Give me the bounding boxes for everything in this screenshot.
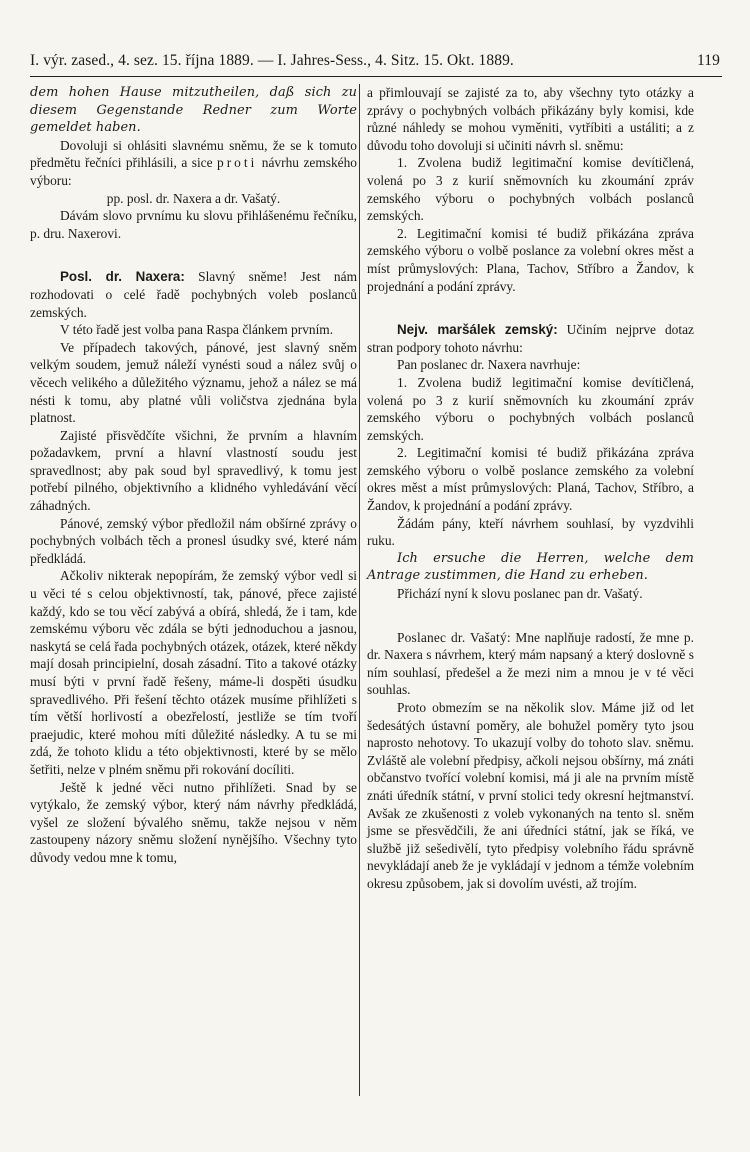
- paragraph-text: Slavný sněme! Jest nám rozhodovati o celé řadě pochybných voleb poslanců zemských.: [30, 269, 357, 320]
- right-column: [367, 84, 694, 893]
- list-item: 1. Zvolena budiž legitimační komise devítičlená, volená po 3 z kurií sněmovních ku zkoumání zpráv zemského výboru o pochybných volbách poslanců zemských.: [367, 155, 694, 224]
- paragraph: dem hohen Hause mitzutheilen, daß sich zu diesem Gegenstande Redner zum Worte gemeldet haben.: [30, 85, 357, 136]
- paragraph-text: Mne naplňuje radostí, že mne p. dr. Naxera s návrhem, který mám napsaný a který doslovně s ním souhlasí, předešel a že mezi nim a mnou je v té věci souhlas.: [367, 629, 694, 698]
- paragraph-german: Ich ersuche die Herren, welche dem Antrage zustimmen, die Hand zu erheben.: [367, 550, 694, 584]
- paragraph: Přichází nyní k slovu poslanec pan dr. Vašatý.: [397, 586, 643, 602]
- page-number: 119: [697, 52, 720, 69]
- emphasized-word: proti: [217, 155, 258, 171]
- paragraph: Žádám pány, kteří návrhem souhlasí, by vyzdvihli ruku.: [367, 515, 694, 549]
- paragraph: [30, 137, 357, 190]
- speech-start: [30, 268, 357, 321]
- paragraph-text: Dovoluji si ohlásiti slavnému sněmu, že se k tomuto předmětu řečníci přihlásili, a sice: [30, 137, 357, 171]
- speaker-name: Posl. dr. Naxera:: [60, 269, 185, 285]
- paragraph: Ještě k jedné věci nutno přihlížeti. Snad by se vytýkalo, že zemský výbor, který nám návrhy předkládá, vyšel ze složení bývalého sněmu, takže nejsou v něm zastoupeny názory sněmu složení nynějšího. Všechny tyto důvody vedou mne k tomu,: [30, 779, 357, 865]
- left-column: [30, 84, 357, 867]
- paragraph: Dávám slovo prvnímu ku slovu přihlášenému řečníku, p. dru. Naxerovi.: [30, 208, 357, 241]
- header-session-info: I. výr. zased., 4. sez. 15. října 1889. — I. Jahres-Sess., 4. Sitz. 15. Okt. 1889.: [30, 52, 514, 69]
- header-rule: [30, 76, 722, 77]
- paragraph: Zajisté přisvědčíte všichni, že prvním a hlavním požadavkem, první a hlavní vlastností soudu jest spravedlnost; aby pak soud byl spravedlivý, k tomu jest potřebí pilného, objektivního a klidného vyhledávání věcí záhadných.: [30, 427, 357, 514]
- speaker-name: Nejv. maršálek zemský:: [397, 322, 558, 338]
- paragraph: Proto obmezím se na několik slov. Máme již od let šedesátých ústavní poměry, ale bohužel poměry tyto jsou naprosto nehotovy. To ukazují volby do tohoto slav. sněmu. Zvláště ale volební předpisy, ačkoli nejsou obšírny, má znáti občanstvo tvořící volební komisi, má ji ale na prvním místě znáti úředník státní, v první stolici tedy okresní hejtmanství. Avšak ze zkušenosti z voleb vykonaných na tento sl. sněm jsme se přesvědčili, že ani úředníci státní, jak se říká, ve službě již sešedivělí, tyto předpisy volebního řádu správně nevykládají aneb že je vykládají v jednom a témže volebním okresu způsobem, jak si dovolím uvésti, až trojím.: [367, 700, 694, 891]
- column-divider: [359, 84, 360, 1096]
- paragraph: Pan poslanec dr. Naxera navrhuje:: [397, 357, 581, 373]
- paragraph: pp. posl. dr. Naxera a dr. Vašatý.: [106, 190, 281, 206]
- paragraph: a přimlouvají se zajisté za to, aby všechny tyto otázky a zprávy o pochybných volbách přikázány byly komisi, kde různé náhledy se mohou vyměniti, vytříbiti a ustáliti; a z důvodu toho dovoluji si učiniti návrh sl. sněmu:: [367, 85, 694, 153]
- running-header: [30, 52, 720, 70]
- speech-start: [367, 629, 694, 699]
- paragraph: Pánové, zemský výbor předložil nám obšírné zprávy o pochybných volbách těch a pronesl úsudky své, které nám předkládá.: [30, 515, 357, 566]
- paragraph-text: Učiním nejprve dotaz stran podpory tohoto návrhu:: [367, 322, 694, 355]
- paragraph: Ačkoliv nikterak nepopírám, že zemský výbor vedl si u věci té s celou objektivností, tak, pánové, přece zajisté každý, kdo se tou věcí zabývá a obírá, shledá, že i tam, kde zemskému výboru věc zdála se býti jednoduchou a jasnou, naskytá se celá řada pochybných otázek, otázek, které někdy mají dosah principielní, dosah zásadní. Tito a takové otázky musí býti v první řadě řešeny, máme-li dospěti úsudku spravedlivého. Při řešení těchto otázek musíme přihlížeti s tím větší horlivostí a obezřelostí, jestliže se tím tvoří praejudic, které mohou míti důležité následky. A tu se mi zdá, že tohoto klidu a této objektivnosti, které by se mělo šetřiti, nelze v plném sněmu při rokování docíliti.: [30, 568, 357, 777]
- speech-start: [367, 321, 694, 356]
- list-item: 2. Legitimační komisi té budiž přikázána zpráva zemského výboru o volbě poslance za volební okres měst a míst průmyslových: Plana, Tachov, Stříbro a Žandov, k projednání a podání zprávy.: [367, 225, 694, 294]
- paragraph: Ve případech takových, pánové, jest slavný sněm velkým soudem, jemuž náleží vynésti soud a nález svůj o věcech velikého a důležitého významu, jehož a nález se má nésti k tomu, aby platné vůli voličstva zjednána byla platnost.: [30, 339, 357, 426]
- paragraph-text: návrhu zemského výboru:: [30, 155, 357, 188]
- list-item: 2. Legitimační komisi té budiž přikázána zpráva zemského výboru o volbě poslance zemského za volební okres měst a míst průmyslových: Planá, Tachov, Stříbro, a Žandov, k projednání a podání zprávy.: [367, 445, 694, 514]
- speaker-name: Poslanec dr. Vašatý:: [397, 629, 511, 645]
- paragraph: V této řadě jest volba pana Raspa článkem prvním.: [60, 322, 334, 338]
- list-item: 1. Zvolena budiž legitimační komise devítičlená, volená po 3 z kurií sněmovních ku zkoumání zpráv zemského výboru o pochybných volbách poslanců zemských.: [367, 374, 694, 443]
